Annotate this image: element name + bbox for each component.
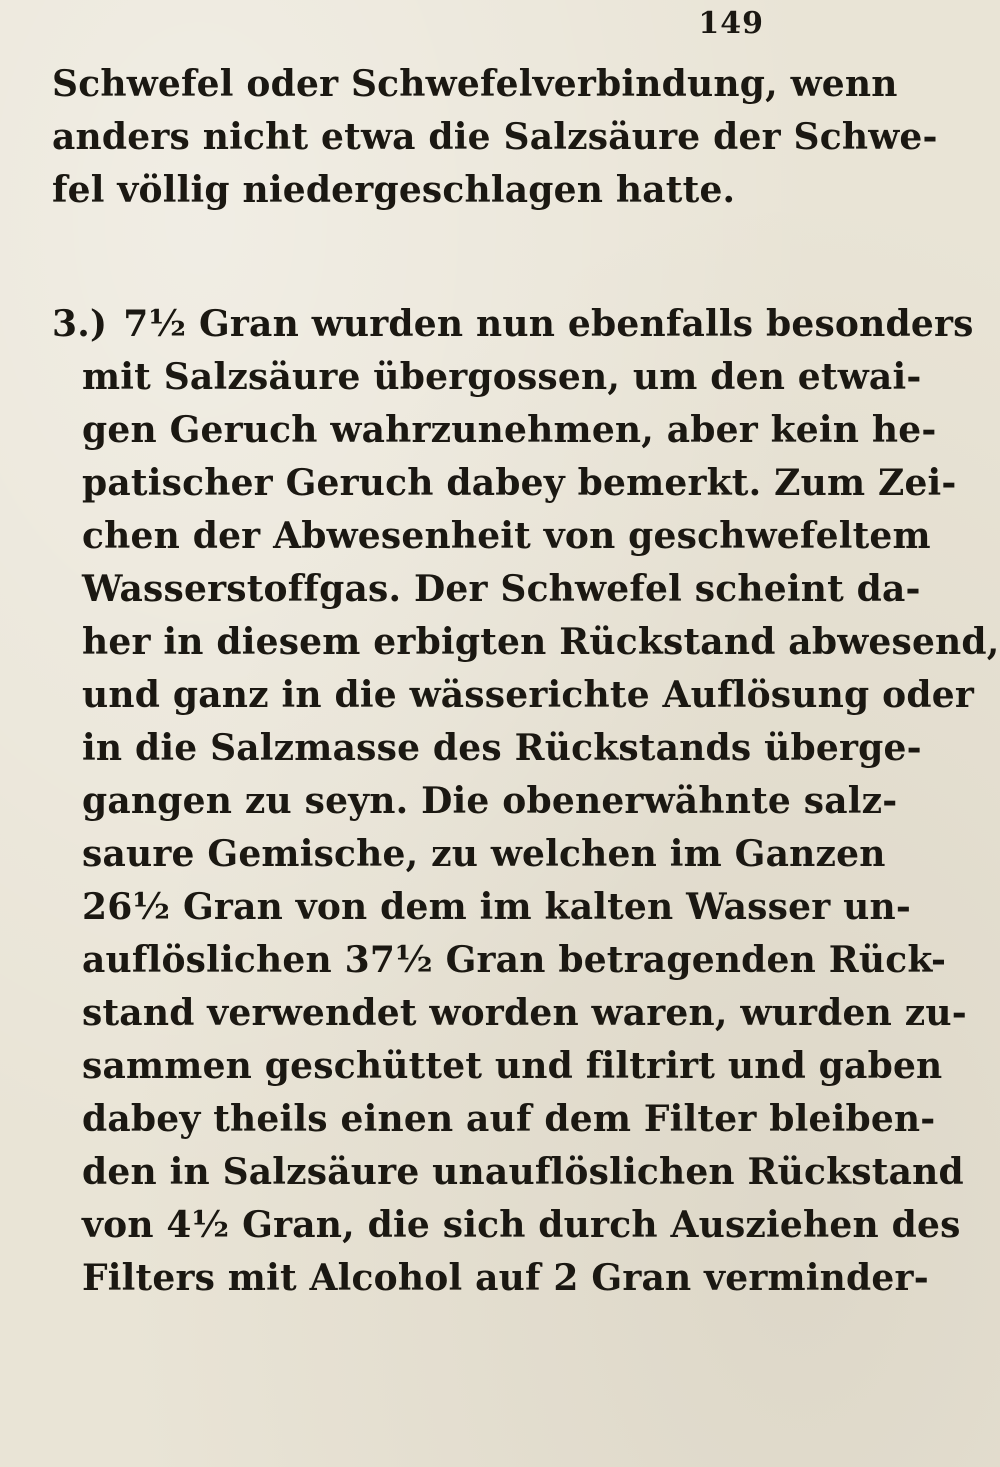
text-line: 26½ Gran von dem im kalten Wasser un- xyxy=(82,886,912,928)
text-line: den in Salzsäure unauflöslichen Rückstand xyxy=(82,1151,964,1193)
text-line: Schwefel oder Schwefelverbindung, wenn xyxy=(52,63,898,105)
text-line: von 4½ Gran, die sich durch Ausziehen des xyxy=(82,1204,961,1246)
text-line: patischer Geruch dabey bemerkt. Zum Zei- xyxy=(82,462,957,504)
text-line: auflöslichen 37½ Gran betragenden Rück- xyxy=(82,939,947,981)
text-line: fel völlig niedergeschlagen hatte. xyxy=(52,169,736,211)
text-line: Filters mit Alcohol auf 2 Gran verminder- xyxy=(82,1257,929,1299)
page-number: 149 xyxy=(698,6,764,41)
text-line: stand verwendet worden waren, wurden zu- xyxy=(82,992,967,1034)
text-line: saure Gemische, zu welchen im Ganzen xyxy=(82,833,886,875)
item-number: 3.) xyxy=(52,303,108,345)
text-line: dabey theils einen auf dem Filter bleiben- xyxy=(82,1098,936,1140)
text-line: gangen zu seyn. Die obenerwähnte salz- xyxy=(82,780,898,822)
text-line-content: 7½ Gran wurden nun ebenfalls besonders xyxy=(123,303,974,345)
text-line: gen Geruch wahrzunehmen, aber kein he- xyxy=(82,409,937,451)
paragraph-item-3 xyxy=(52,298,1000,1305)
text-line: her in diesem erbigten Rückstand abwesend, xyxy=(82,621,1000,663)
paragraph-continuation xyxy=(52,58,938,217)
text-line: mit Salzsäure übergossen, um den etwai- xyxy=(82,356,922,398)
text-line: chen der Abwesenheit von geschwefeltem xyxy=(82,515,931,557)
text-line xyxy=(52,298,974,351)
text-line: und ganz in die wässerichte Auflösung oder xyxy=(82,674,974,716)
text-line: Wasserstoffgas. Der Schwefel scheint da- xyxy=(82,568,921,610)
text-line: sammen geschüttet und filtrirt und gaben xyxy=(82,1045,943,1087)
text-line: in die Salzmasse des Rückstands überge- xyxy=(82,727,922,769)
text-line: anders nicht etwa die Salzsäure der Schwe- xyxy=(52,116,938,158)
